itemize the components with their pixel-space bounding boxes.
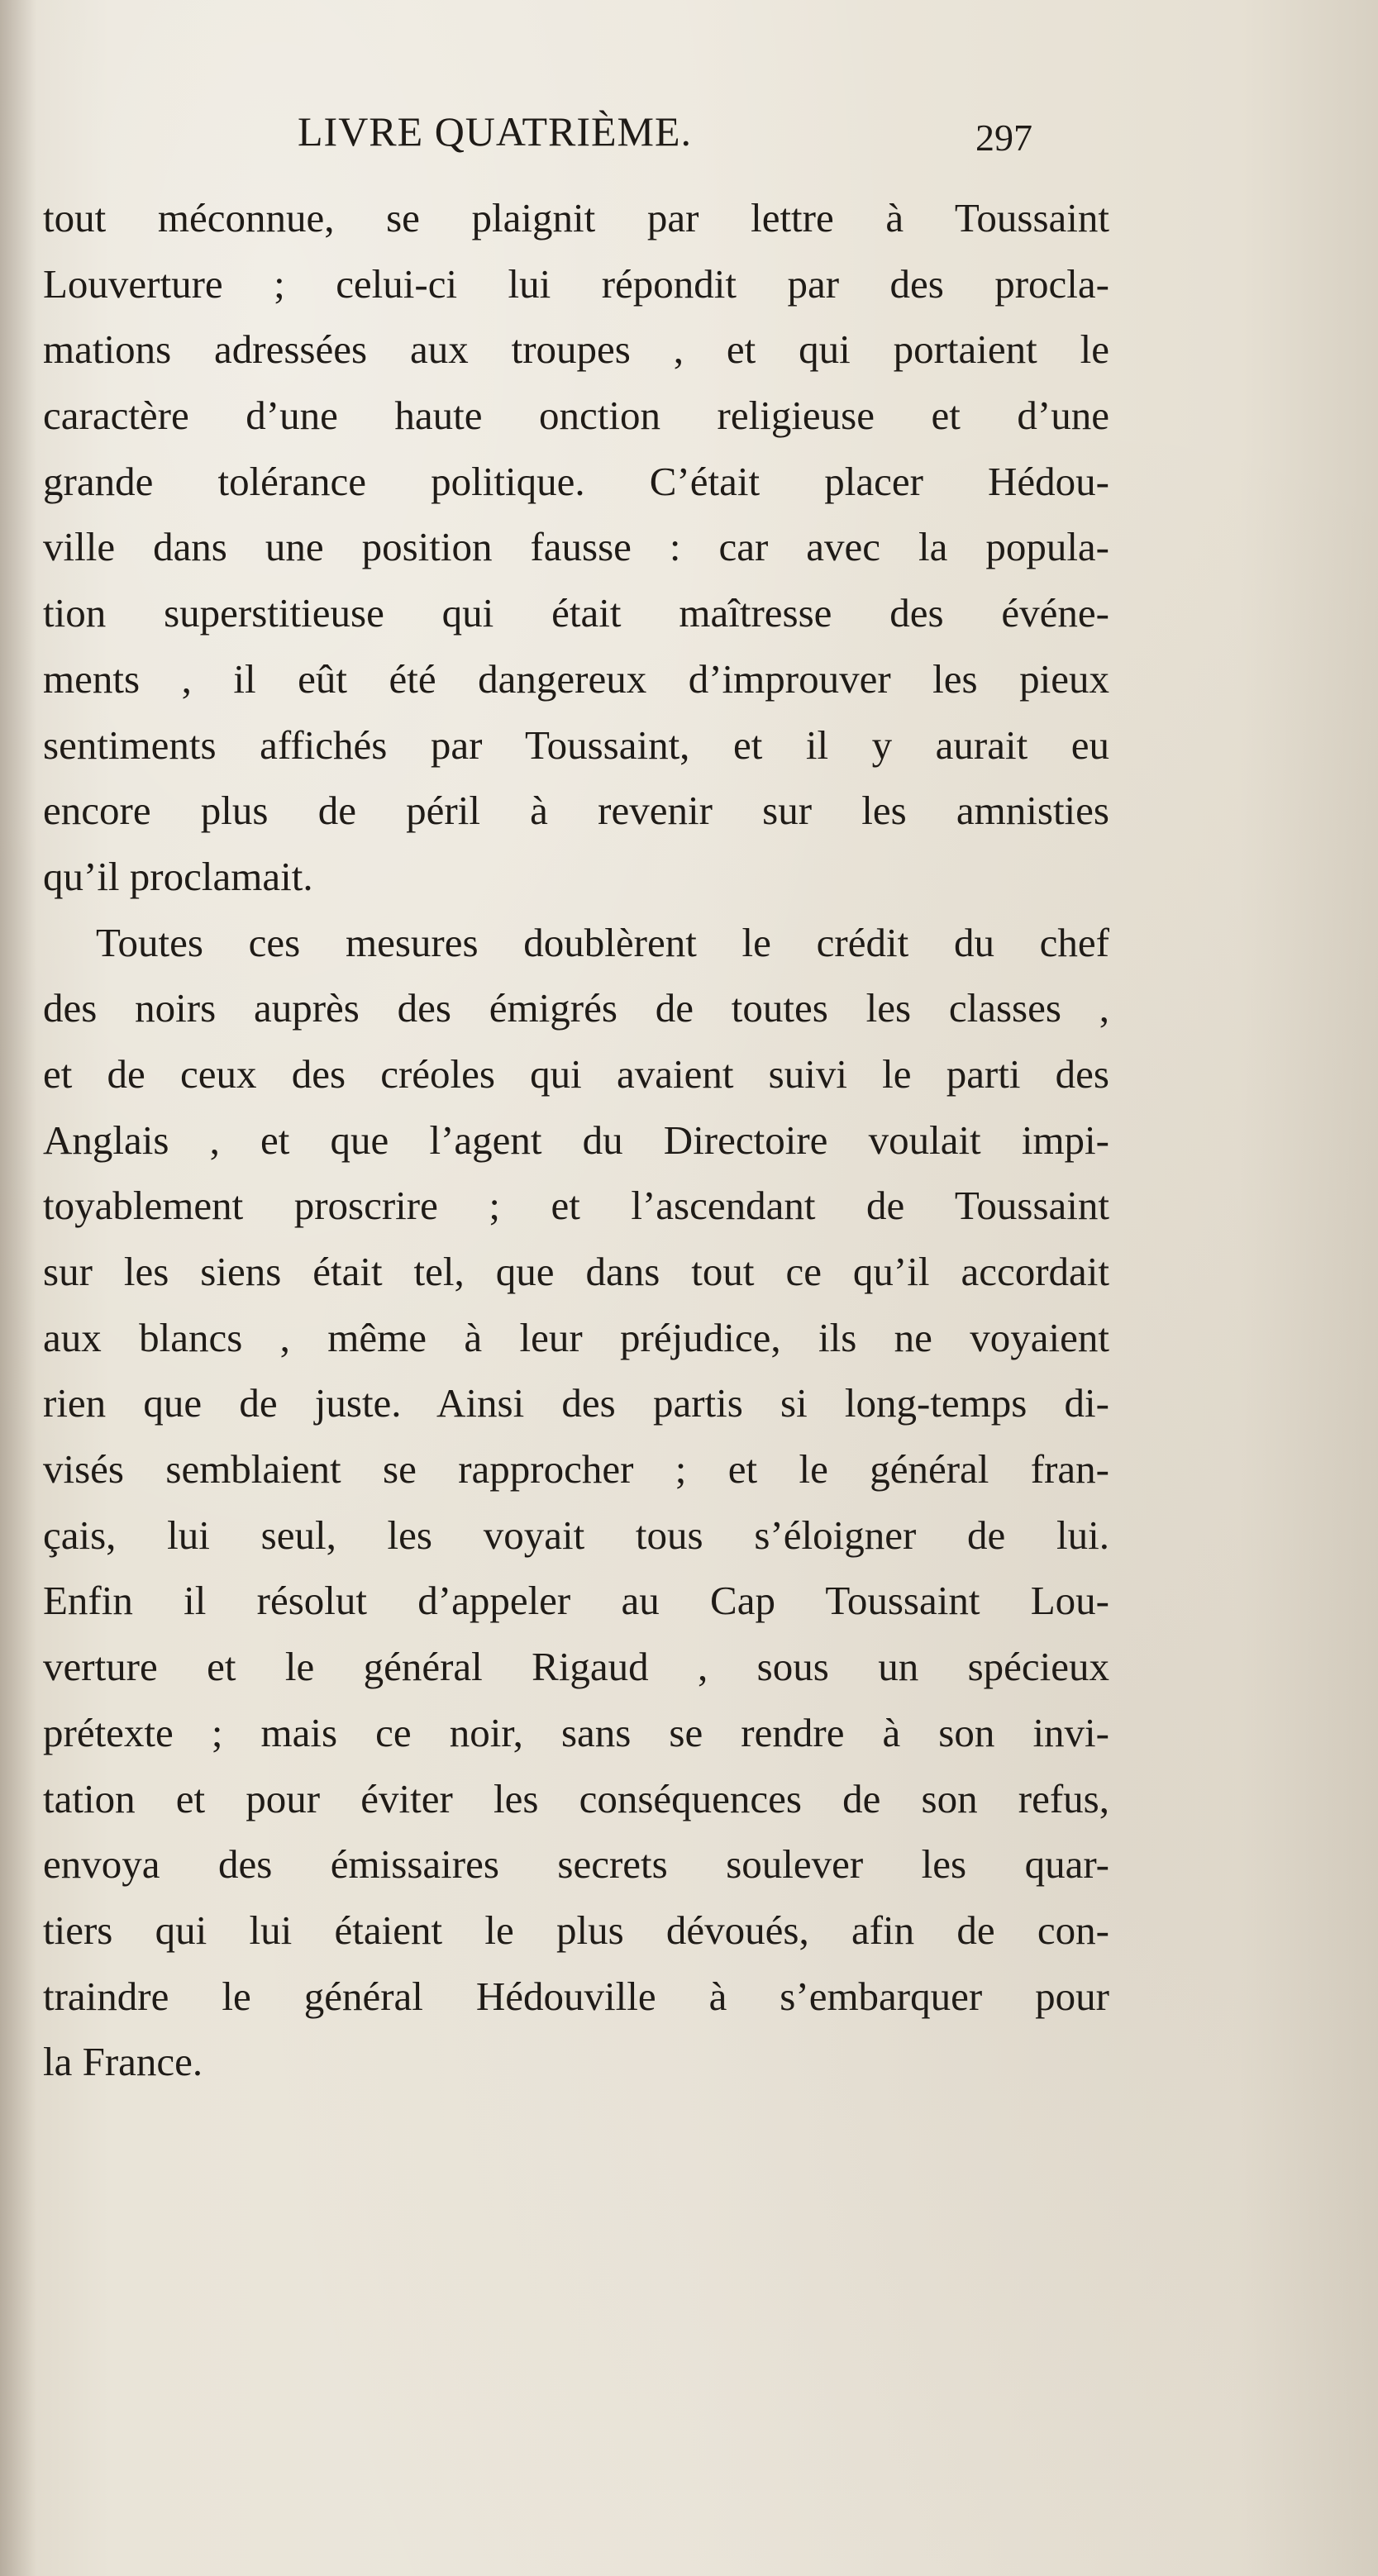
text-line: ville dans une position fausse : car avec la popula-: [43, 524, 1109, 570]
text-line: toyablement proscrire ; et l’ascendant de Toussaint: [43, 1183, 1109, 1229]
text-line: Anglais , et que l’agent du Directoire voulait impi-: [43, 1117, 1109, 1163]
text-line: tation et pour éviter les conséquences de son refus,: [43, 1775, 1109, 1821]
text-line: grande tolérance politique. C’était placer Hédou-: [43, 458, 1109, 504]
page-number: 297: [975, 117, 1032, 159]
text-line: rien que de juste. Ainsi des partis si long-temps di-: [43, 1380, 1109, 1426]
text-line: sur les siens était tel, que dans tout ce qu’il accordait: [43, 1249, 1109, 1294]
text-line: tiers qui lui étaient le plus dévoués, afin de con-: [43, 1907, 1109, 1953]
text-line: qu’il proclamait.: [43, 853, 313, 899]
text-line: verture et le général Rigaud , sous un spécieux: [43, 1644, 1109, 1690]
text-line: traindre le général Hédouville à s’embarquer pour: [43, 1973, 1109, 2019]
text-line: encore plus de péril à revenir sur les amnisties: [43, 788, 1109, 834]
text-line: la France.: [43, 2039, 203, 2085]
body-text: [43, 185, 1109, 2095]
running-title: LIVRE QUATRIÈME.: [298, 108, 693, 155]
text-line: sentiments affichés par Toussaint, et il y aurait eu: [43, 721, 1109, 768]
page-header: [0, 107, 1378, 182]
text-line: tion superstitieuse qui était maîtresse des événe-: [43, 590, 1109, 636]
paragraph-start-line: Toutes ces mesures doublèrent le crédit du chef: [96, 919, 1109, 965]
text-line: et de ceux des créoles qui avaient suivi le parti des: [43, 1050, 1109, 1097]
text-line: caractère d’une haute onction religieuse et d’une: [43, 393, 1109, 439]
text-line: mations adressées aux troupes , et qui portaient le: [43, 326, 1109, 373]
text-line: çais, lui seul, les voyait tous s’éloigner de lui.: [43, 1512, 1109, 1558]
text-line: Enfin il résolut d’appeler au Cap Toussaint Lou-: [43, 1578, 1109, 1624]
text-line: des noirs auprès des émigrés de toutes les classes ,: [43, 985, 1109, 1031]
text-line: visés semblaient se rapprocher ; et le général fran-: [43, 1446, 1109, 1493]
text-line: ments , il eût été dangereux d’improuver les pieux: [43, 655, 1109, 702]
text-line: aux blancs , même à leur préjudice, ils ne voyaient: [43, 1314, 1109, 1360]
text-line: prétexte ; mais ce noir, sans se rendre à son invi-: [43, 1709, 1109, 1755]
text-line: envoya des émissaires secrets soulever les quar-: [43, 1841, 1109, 1888]
text-line: Louverture ; celui-ci lui répondit par des procla-: [43, 260, 1109, 307]
text-line: tout méconnue, se plaignit par lettre à Toussaint: [43, 195, 1109, 240]
page-gutter-shadow: [0, 0, 36, 2576]
